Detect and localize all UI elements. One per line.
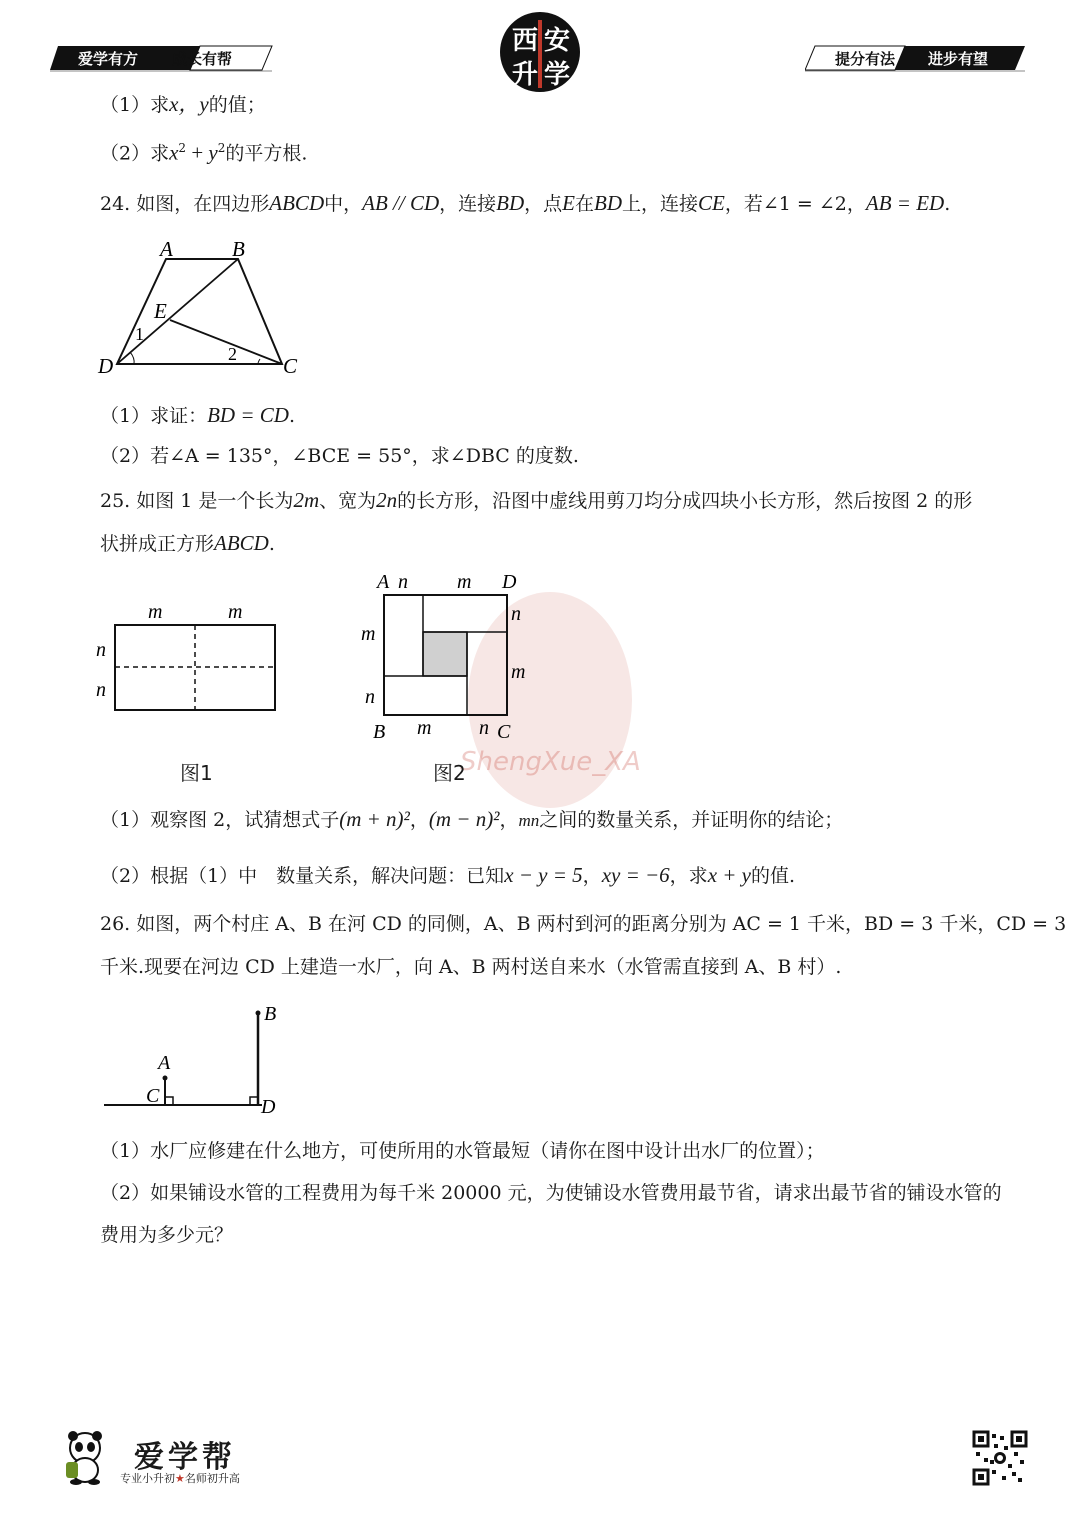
q26-sub2-line1: （2）如果铺设水管的工程费用为每千米 20000 元，为使铺设水管费用最节省，请求出最节省的铺设水管的 — [100, 1182, 1002, 1204]
q25-figure1-caption: 图1 — [180, 761, 213, 785]
q25-sub2: （2）根据（1）中 数量关系，解决问题：已知x − y = 5，xy = −6，求x + y的值. — [100, 863, 796, 887]
q25-figure1-rectangle — [90, 598, 290, 718]
fig1-label-n1: n — [96, 639, 106, 661]
q26-label-C: C — [146, 1085, 160, 1107]
q26-label-D: D — [261, 1096, 276, 1118]
header-right-text-2: 进步有望 — [928, 50, 989, 68]
q24-label-D: D — [98, 354, 114, 378]
q24-label-2: 2 — [228, 344, 237, 364]
q24-stem: 24. 如图，在四边形ABCD中，AB // CD，连接BD，点E在BD上，连接CE，若∠1 = ∠2，AB = ED. — [100, 191, 951, 215]
q24-label-A: A — [160, 237, 173, 261]
fig2-label-left-n: n — [365, 686, 375, 708]
q25-stem-line1: 25. 如图 1 是一个长为2m、宽为2n的长方形，沿图中虚线用剪刀均分成四块小长方形，然后按图 2 的形 — [100, 488, 973, 512]
q26-sub1: （1）水厂应修建在什么地方，可使所用的水管最短（请你在图中设计出水厂的位置）； — [100, 1140, 825, 1162]
logo-char-3: 升 — [512, 60, 539, 90]
q25-figure2-caption: 图2 — [433, 761, 466, 785]
fig2-label-right-n: n — [511, 603, 521, 625]
footer-brand: 爱学帮 — [134, 1440, 236, 1475]
fig2-label-left-m: m — [361, 623, 376, 645]
watermark-text: ShengXue_XA — [460, 747, 641, 777]
q26-stem-line2: 千米.现要在河边 CD 上建造一水厂，向 A、B 两村送自来水（水管需直接到 A、B 村）. — [100, 956, 842, 978]
q26-river-figure — [100, 1000, 290, 1120]
q24-quadrilateral-figure — [90, 232, 310, 380]
q24-label-1: 1 — [135, 324, 144, 344]
fig1-label-m2: m — [228, 601, 243, 623]
fig1-label-n2: n — [96, 679, 106, 701]
fig2-label-top-m: m — [457, 571, 472, 593]
q26-label-A: A — [158, 1052, 171, 1074]
fig2-label-top-n: n — [398, 571, 408, 593]
q25-figure2-square — [355, 568, 535, 743]
q26-stem-line1: 26. 如图，两个村庄 A、B 在河 CD 的同侧，A、B 两村到河的距离分别为 AC = 1 千米，BD = 3 千米，CD = 3 — [100, 913, 1067, 935]
fig2-label-A: A — [377, 571, 390, 593]
q24-label-C: C — [283, 354, 298, 378]
fig2-label-bottom-m: m — [417, 717, 432, 739]
q24-label-B: B — [232, 237, 245, 261]
qr-code-icon[interactable] — [972, 1430, 1028, 1486]
fig1-label-m1: m — [148, 601, 163, 623]
q24-sub2: （2）若∠A = 135°，∠BCE = 55°，求∠DBC 的度数. — [100, 445, 579, 467]
fig2-label-bottom-n: n — [479, 717, 489, 739]
fig2-label-B: B — [373, 721, 386, 743]
q23-part2: （2）求$x^2 + y^2$的平方根. — [100, 140, 308, 165]
q26-label-B: B — [264, 1003, 277, 1025]
q24-sub1: （1）求证：BD = CD. — [100, 403, 295, 427]
fig2-label-C: C — [497, 721, 511, 743]
footer-slogan: 专业小升初★名师初升高 — [120, 1472, 240, 1485]
logo-char-1: 西 — [512, 26, 539, 56]
fig2-label-right-m: m — [511, 661, 526, 683]
header-left-text-1: 爱学有方 — [78, 50, 139, 68]
q26-sub2-line2: 费用为多少元？ — [100, 1224, 234, 1246]
q25-stem-line2: 状拼成正方形ABCD. — [100, 531, 275, 555]
logo-char-4: 学 — [544, 60, 571, 90]
header-left-text-2: 成长有帮 — [172, 50, 233, 68]
logo-char-2: 安 — [544, 26, 571, 56]
panda-mascot-icon — [58, 1428, 112, 1486]
header-right-text-1: 提分有法 — [835, 50, 896, 68]
q25-sub1: （1）观察图 2，试猜想式子(m + n)²，(m − n)²，mn之间的数量关系，并证明你的结论； — [100, 807, 844, 831]
xian-shengxue-logo — [500, 12, 580, 92]
q23-part1: （1）求x，y的值； — [100, 92, 266, 116]
fig2-label-D: D — [502, 571, 517, 593]
q24-label-E: E — [154, 299, 167, 323]
